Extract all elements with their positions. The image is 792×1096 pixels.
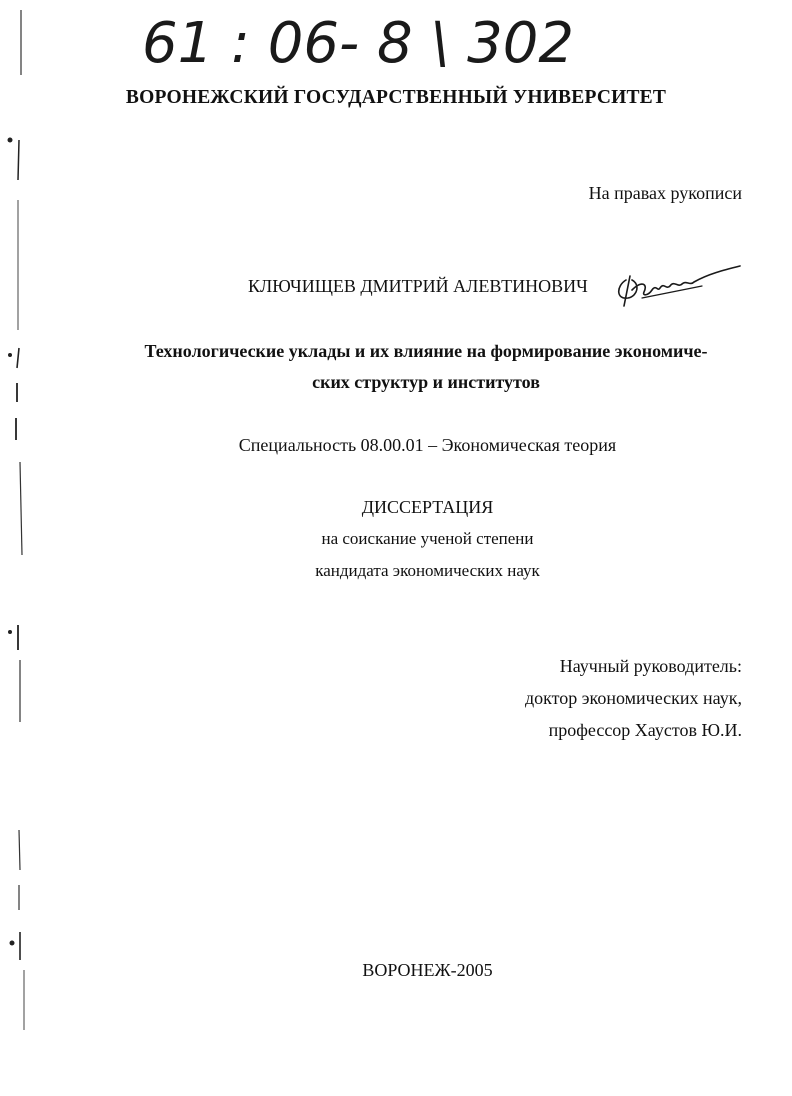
- advisor-degree: доктор экономических наук,: [525, 688, 742, 708]
- dissertation-title-line-2: ских структур и институтов: [312, 372, 540, 392]
- degree-line-1: на соискание ученой степени: [321, 529, 534, 548]
- author-signature: [612, 262, 744, 312]
- university-name: ВОРОНЕЖСКИЙ ГОСУДАРСТВЕННЫЙ УНИВЕРСИТЕТ: [125, 87, 667, 108]
- advisor-label: Научный руководитель:: [559, 656, 742, 676]
- city-year: ВОРОНЕЖ-2005: [362, 960, 493, 980]
- author-name: КЛЮЧИЩЕВ ДМИТРИЙ АЛЕВТИНОВИЧ: [248, 276, 588, 296]
- manuscript-rights-note: На правах рукописи: [588, 183, 742, 203]
- specialty: Специальность 08.00.01 – Экономическая теория: [238, 435, 617, 455]
- dissertation-title-line-1: Технологические уклады и их влияние на формирование экономиче-: [144, 341, 708, 361]
- advisor-name: профессор Хаустов Ю.И.: [548, 720, 742, 740]
- archive-code-text: 61 : 06- 8 \ 302: [142, 11, 574, 76]
- archive-code-handwritten: [140, 6, 620, 76]
- dissertation-label: ДИССЕРТАЦИЯ: [361, 497, 494, 517]
- degree-line-2: кандидата экономических наук: [315, 561, 540, 580]
